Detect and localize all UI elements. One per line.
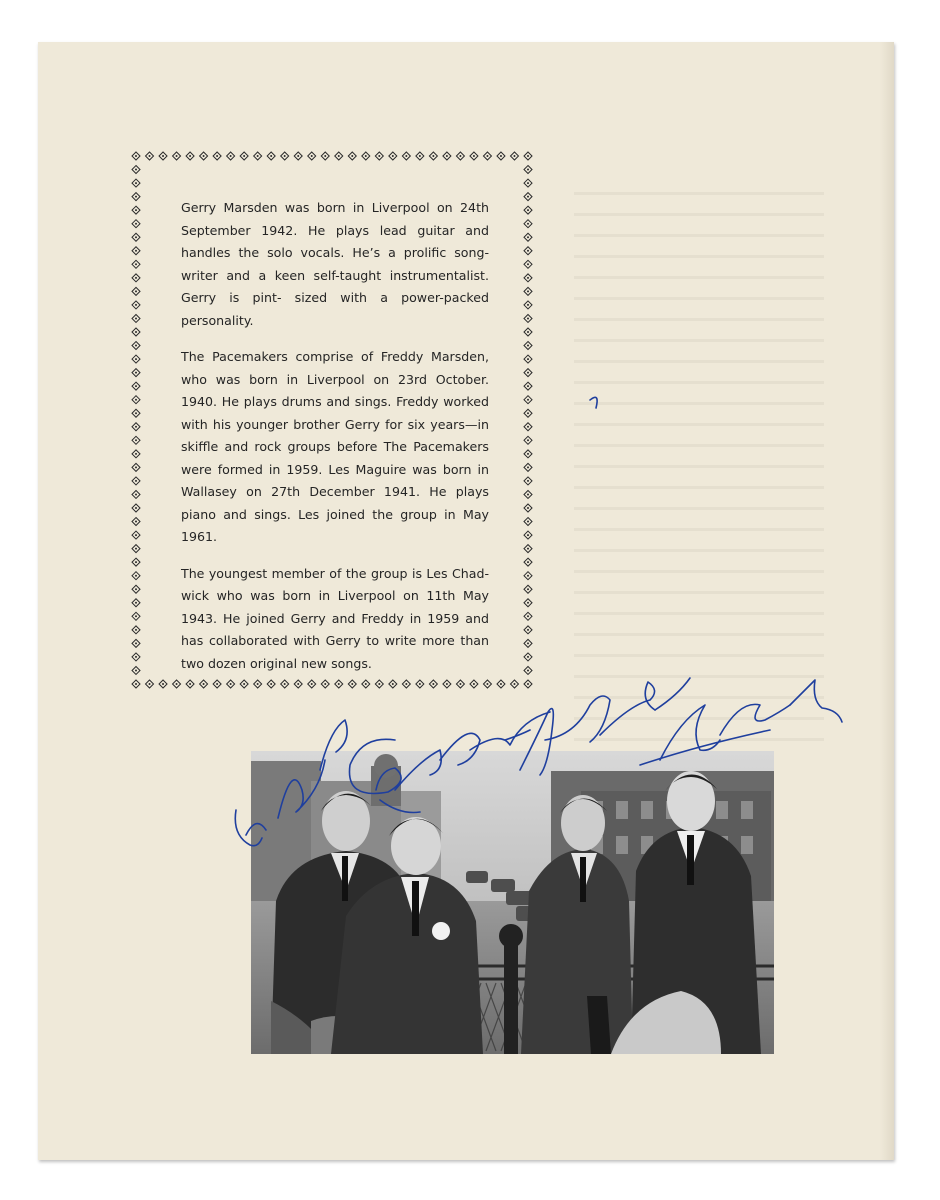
show-through-text [574,192,824,752]
bio-paragraph-les-chadwick: The youngest member of the group is Les Chad-wick who was born in Liverpool on 11th May 1943. He joined Gerry and Freddy in 1959 and has collaborated with Gerry to write more than two dozen original new songs. [181,565,489,671]
bio-paragraph-pacemakers: The Pacemakers comprise of Freddy Marsden, who was born in Liverpool on 23rd October. 1940. He plays drums and sings. Freddy worked with his younger brother Gerry for six years—in skiffle and rock groups before The Pacemakers were formed in 1959. Les Maguire was born in Wallasey on 27th December 1941. He plays piano and sings. Les joined the group in May 1961. [181,349,489,544]
biography-text [181,197,489,689]
bio-paragraph-gerry: Gerry Marsden was born in Liverpool on 24th September 1942. He plays lead guitar and handles the solo vocals. He’s a prolific song-writer and a keen self-taught instrumentalist. Gerry is pint- sized with a power-packed personality. [181,200,489,328]
band-photo-image [251,751,774,1054]
band-photo [251,751,774,1054]
